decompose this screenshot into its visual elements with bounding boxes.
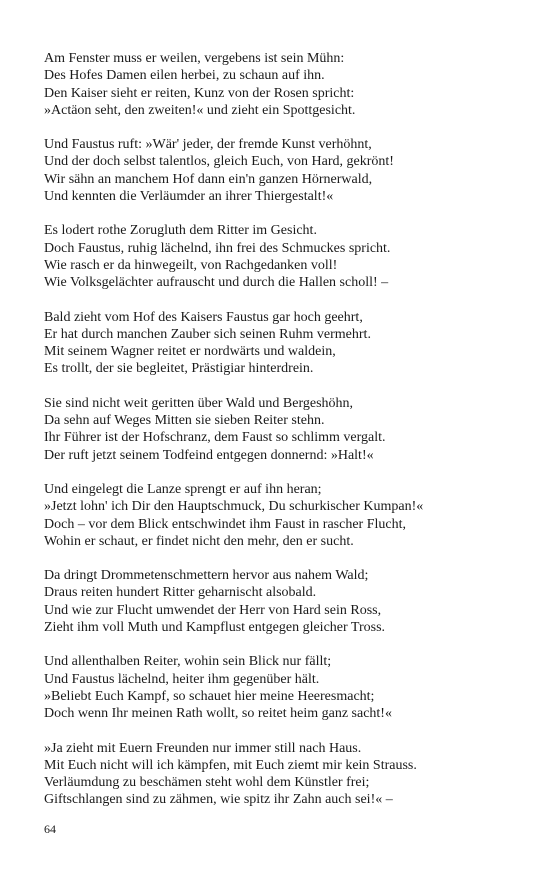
stanza-8 bbox=[44, 653, 524, 722]
verse-line: Er hat durch manchen Zauber sich seinen Ruhm vermehrt. bbox=[44, 326, 371, 342]
stanza-5 bbox=[44, 395, 524, 464]
verse-line: Doch Faustus, ruhig lächelnd, ihn frei des Schmuckes spricht. bbox=[44, 240, 391, 256]
verse-line: »Beliebt Euch Kampf, so schauet hier meine Heeresmacht; bbox=[44, 688, 375, 704]
verse-line: Bald zieht vom Hof des Kaisers Faustus gar hoch geehrt, bbox=[44, 309, 363, 325]
verse-line: Es trollt, der sie begleitet, Prästigiar hinterdrein. bbox=[44, 361, 314, 377]
verse-line: Mit Euch nicht will ich kämpfen, mit Euch ziemt mir kein Strauss. bbox=[44, 757, 417, 773]
stanza-1 bbox=[44, 50, 524, 119]
verse-line: Verläumdung zu beschämen steht wohl dem Künstler frei; bbox=[44, 775, 370, 791]
verse-line: Mit seinem Wagner reitet er nordwärts und waldein, bbox=[44, 344, 336, 360]
verse-line: Und allenthalben Reiter, wohin sein Blick nur fällt; bbox=[44, 654, 332, 670]
verse-line: Doch – vor dem Blick entschwindet ihm Faust in rascher Flucht, bbox=[44, 516, 406, 532]
page-number: 64 bbox=[44, 822, 56, 836]
verse-line: Und der doch selbst talentlos, gleich Euch, von Hard, gekrönt! bbox=[44, 154, 394, 170]
verse-line: Doch wenn Ihr meinen Rath wollt, so reitet heim ganz sacht!« bbox=[44, 706, 392, 722]
stanza-4 bbox=[44, 309, 524, 378]
stanza-9 bbox=[44, 740, 524, 809]
verse-line: Da sehn auf Weges Mitten sie sieben Reiter stehn. bbox=[44, 413, 325, 429]
verse-line: Und kennten die Verläumder an ihrer Thiergestalt!« bbox=[44, 189, 334, 205]
stanza-2 bbox=[44, 136, 524, 205]
verse-line: Und wie zur Flucht umwendet der Herr von Hard sein Ross, bbox=[44, 602, 382, 618]
verse-line: Wie rasch er da hinwegeilt, von Rachgedanken voll! bbox=[44, 257, 338, 273]
verse-line: Und eingelegt die Lanze sprengt er auf ihn heran; bbox=[44, 481, 322, 497]
poem-body bbox=[44, 50, 524, 826]
verse-line: Wohin er schaut, er findet nicht den mehr, den er sucht. bbox=[44, 533, 354, 549]
stanza-6 bbox=[44, 481, 524, 550]
verse-line: Am Fenster muss er weilen, vergebens ist sein Mühn: bbox=[44, 51, 345, 66]
verse-line: »Actäon seht, den zweiten!« und zieht ein Spottgesicht. bbox=[44, 102, 356, 118]
stanza-3 bbox=[44, 222, 524, 291]
verse-line: Der ruft jetzt seinem Todfeind entgegen donnernd: »Halt!« bbox=[44, 447, 374, 463]
verse-line: Da dringt Drommetenschmettern hervor aus nahem Wald; bbox=[44, 568, 369, 584]
verse-line: Zieht ihm voll Muth und Kampflust entgegen gleicher Tross. bbox=[44, 620, 386, 636]
verse-line: Und Faustus ruft: »Wär' jeder, der fremde Kunst verhöhnt, bbox=[44, 137, 372, 153]
verse-line: Und Faustus lächelnd, heiter ihm gegenüber hält. bbox=[44, 671, 320, 687]
verse-line: Wie Volksgelächter aufrauscht und durch die Hallen scholl! – bbox=[44, 275, 389, 291]
verse-line: Es lodert rothe Zorugluth dem Ritter im Gesicht. bbox=[44, 223, 317, 239]
verse-line: »Jetzt lohn' ich Dir den Hauptschmuck, Du schurkischer Kumpan!« bbox=[44, 499, 424, 515]
verse-line: Wir sähn an manchem Hof dann ein'n ganzen Hörnerwald, bbox=[44, 171, 373, 187]
verse-line: Giftschlangen sind zu zähmen, wie spitz ihr Zahn auch sei!« – bbox=[44, 792, 393, 808]
verse-line: Den Kaiser sieht er reiten, Kunz von der Rosen spricht: bbox=[44, 85, 355, 101]
verse-line: Sie sind nicht weit geritten über Wald und Bergeshöhn, bbox=[44, 395, 354, 411]
verse-line: »Ja zieht mit Euern Freunden nur immer still nach Haus. bbox=[44, 740, 362, 756]
verse-line: Des Hofes Damen eilen herbei, zu schaun auf ihn. bbox=[44, 68, 325, 84]
verse-line: Ihr Führer ist der Hofschranz, dem Faust so schlimm vergalt. bbox=[44, 430, 386, 446]
stanza-7 bbox=[44, 567, 524, 636]
verse-line: Draus reiten hundert Ritter geharnischt alsobald. bbox=[44, 585, 317, 601]
